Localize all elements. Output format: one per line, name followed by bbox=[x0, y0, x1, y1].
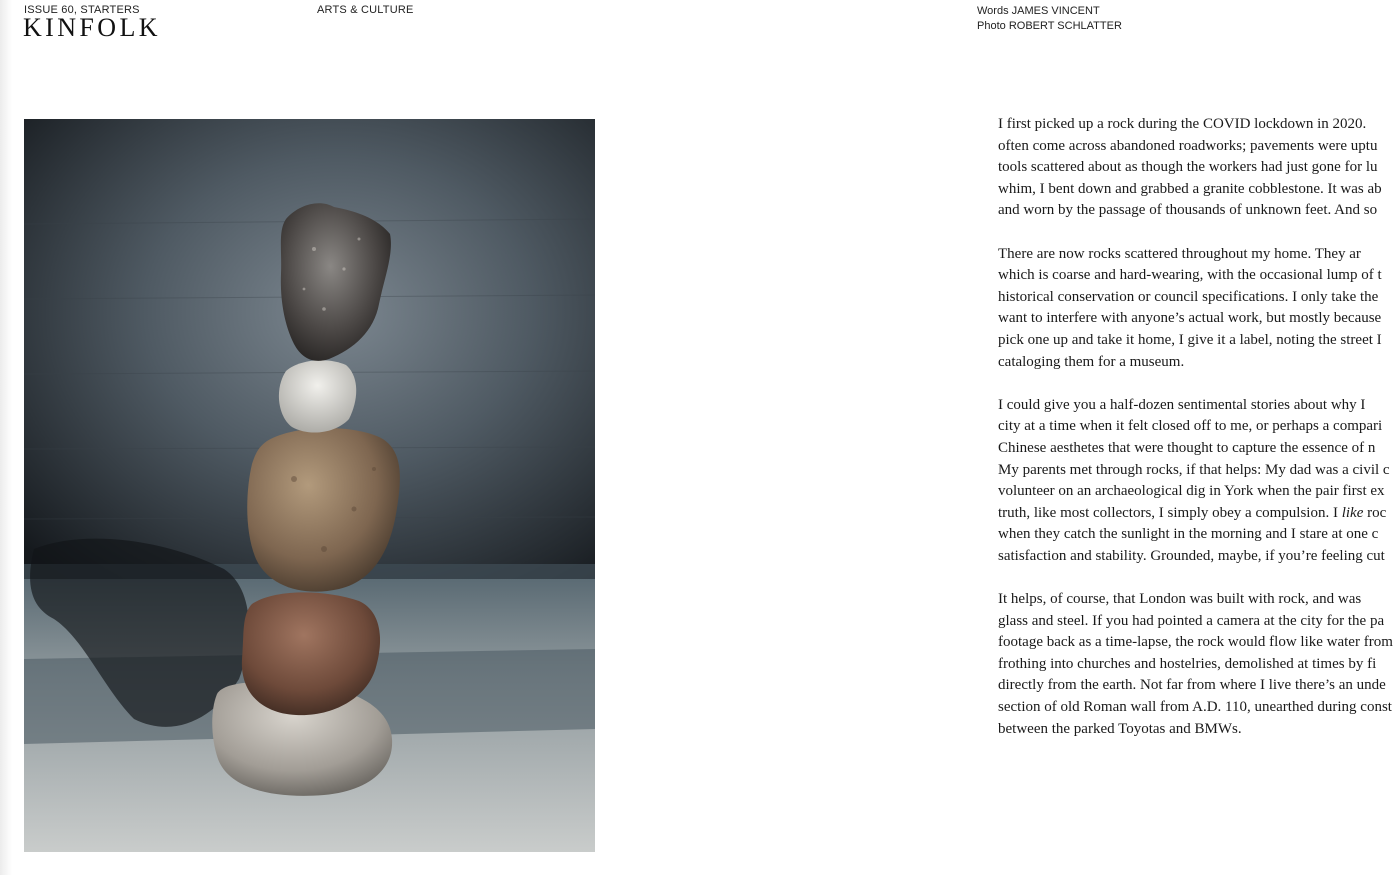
article-paragraph-2 bbox=[977, 244, 1400, 374]
article-line: I could give you a half-dozen sentimental stories about why I bbox=[998, 396, 1366, 413]
section-link[interactable]: ARTS & CULTURE bbox=[317, 4, 414, 16]
article-line: footage back as a time-lapse, the rock would flow like water from bbox=[998, 634, 1393, 651]
article-body bbox=[977, 114, 1400, 754]
article-line: section of old Roman wall from A.D. 110, unearthed during const bbox=[998, 699, 1392, 716]
article-line: Chinese aesthetes that were thought to capture the essence of n bbox=[998, 439, 1376, 456]
article-line: It helps, of course, that London was built with rock, and was bbox=[998, 591, 1362, 608]
article-line-text: truth, like most collectors, I simply obey a compulsion. I bbox=[998, 504, 1342, 521]
article-line: satisfaction and stability. Grounded, maybe, if you’re feeling cut bbox=[998, 547, 1385, 564]
article-line: I first picked up a rock during the COVID lockdown in 2020. bbox=[998, 116, 1367, 132]
article-line: historical conservation or council specifications. I only take the bbox=[998, 288, 1379, 305]
article-line-tail: roc bbox=[1363, 504, 1387, 521]
article-line: volunteer on an archaeological dig in York when the pair first ex bbox=[998, 483, 1385, 500]
article-paragraph-3 bbox=[977, 395, 1400, 568]
article-line-with-italic bbox=[977, 503, 1400, 525]
article-line: which is coarse and hard-wearing, with the occasional lump of t bbox=[998, 267, 1382, 284]
article-line: when they catch the sunlight in the morning and I stare at one c bbox=[998, 526, 1379, 543]
words-label: Words bbox=[977, 5, 1009, 17]
article-line: between the parked Toyotas and BMWs. bbox=[998, 720, 1242, 737]
photo-author: ROBERT SCHLATTER bbox=[1008, 19, 1122, 32]
article-line: cataloging them for a museum. bbox=[998, 353, 1185, 370]
italic-word: like bbox=[1341, 504, 1364, 521]
photo-credit bbox=[977, 19, 1122, 34]
article-line: directly from the earth. Not far from where I live there’s an unde bbox=[998, 677, 1386, 694]
credits bbox=[977, 4, 1122, 33]
kinfolk-logo[interactable]: KINFOLK bbox=[23, 13, 161, 42]
issue-label: ISSUE 60, STARTERS bbox=[24, 4, 140, 16]
page-edge-shadow bbox=[0, 0, 12, 875]
article-line: pick one up and take it home, I give it a label, noting the street I bbox=[998, 331, 1382, 348]
stacked-rocks-photo bbox=[24, 119, 595, 852]
article-line: city at a time when it felt closed off to me, or perhaps a compari bbox=[998, 418, 1383, 435]
article-line: My parents met through rocks, if that helps: My dad was a civil c bbox=[998, 461, 1390, 478]
words-credit bbox=[977, 4, 1122, 19]
article-line: often come across abandoned roadworks; pavements were uptu bbox=[998, 137, 1378, 154]
photo-label: Photo bbox=[977, 19, 1006, 32]
article-paragraph-1 bbox=[977, 114, 1400, 222]
article-line: whim, I bent down and grabbed a granite cobblestone. It was ab bbox=[998, 180, 1382, 197]
article-line: frothing into churches and hostelries, demolished at times by fi bbox=[998, 655, 1377, 672]
article-line: want to interfere with anyone’s actual work, but mostly because bbox=[998, 310, 1382, 327]
article-line: and worn by the passage of thousands of unknown feet. And so bbox=[998, 202, 1378, 219]
article-line: There are now rocks scattered throughout my home. They ar bbox=[998, 245, 1361, 262]
article-line: glass and steel. If you had pointed a camera at the city for the pa bbox=[998, 612, 1385, 629]
words-author: JAMES VINCENT bbox=[1011, 5, 1100, 17]
article-line: tools scattered about as though the workers had just gone for lu bbox=[998, 159, 1378, 176]
article-paragraph-4 bbox=[977, 589, 1400, 740]
